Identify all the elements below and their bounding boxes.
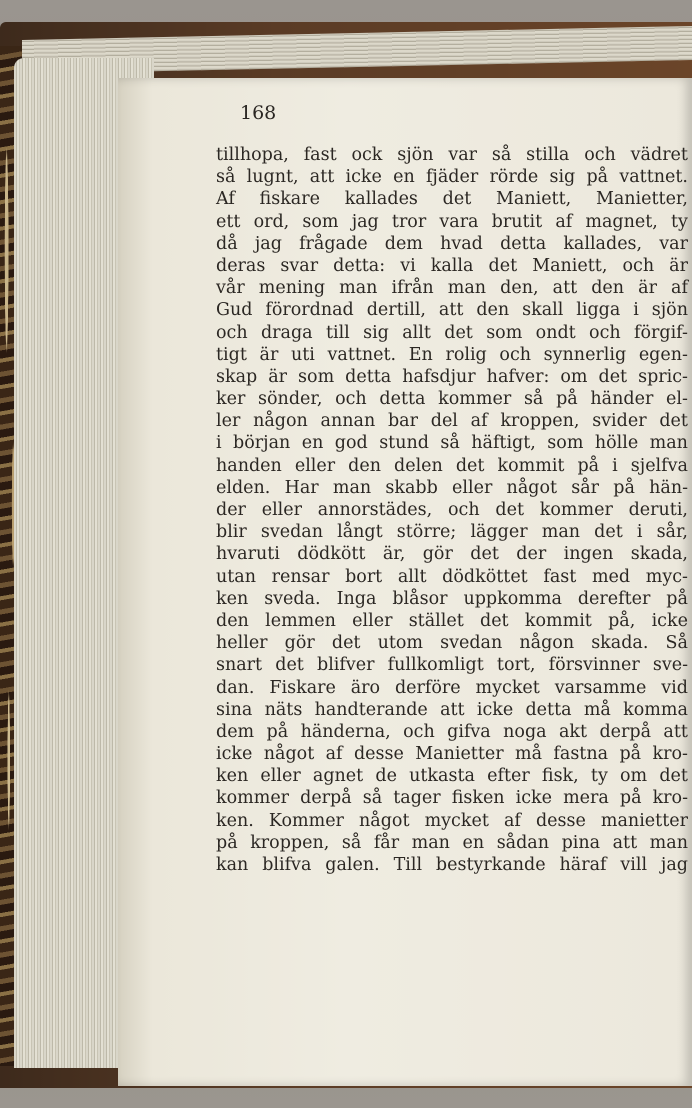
text-line: kommer derpå så tager fisken icke mera på kro-: [216, 788, 688, 809]
text-line: dan. Fiskare äro derföre mycket varsamme vid: [216, 677, 688, 698]
text-line: blir svedan långt större; lägger man det i sår,: [216, 522, 688, 543]
text-line: sina näts handterande att icke detta må komma: [216, 699, 688, 720]
page-number: 168: [240, 102, 277, 124]
text-line: snart det blifver fullkomligt tort, försvinner sve-: [216, 655, 688, 676]
text-line: heller gör det utom svedan någon skada. Så: [216, 633, 688, 654]
text-line: ker sönder, och detta kommer så på händer el-: [216, 389, 688, 410]
text-line: hvaruti dödkött är, gör det der ingen skada,: [216, 544, 688, 565]
text-line: ken. Kommer något mycket af desse manietter: [216, 810, 688, 831]
text-line: i början en god stund så häftigt, som hölle man: [216, 433, 688, 454]
text-line: dem på händerna, och gifva noga akt derpå att: [216, 721, 688, 742]
text-line: tillhopa, fast ock sjön var så stilla och vädret: [216, 145, 688, 165]
text-line: kan blifva galen. Till bestyrkande häraf vill jag: [216, 855, 688, 875]
text-line: elden. Har man skabb eller något sår på hän-: [216, 477, 688, 498]
text-line: handen eller den delen det kommit på i sjelfva: [216, 455, 688, 476]
text-line: och draga till sig allt det som ondt och förgif-: [216, 322, 688, 343]
text-line: på kroppen, så får man en sådan pina att man: [216, 832, 688, 853]
text-line: Gud förordnad dertill, att den skall ligga i sjön: [216, 300, 688, 321]
text-line: vår mening man ifrån man den, att den är af: [216, 278, 688, 299]
text-line: då jag frågade dem hvad detta kallades, var: [216, 233, 688, 254]
text-line: utan rensar bort allt dödköttet fast med myc-: [216, 566, 688, 587]
text-line: så lugnt, att icke en fjäder rörde sig på vattnet.: [216, 167, 688, 188]
text-line: icke något af desse Manietter må fastna på kro-: [216, 744, 688, 765]
text-line: deras svar detta: vi kalla det Maniett, och är: [216, 255, 688, 276]
text-line: der eller annorstädes, och det kommer deruti,: [216, 500, 688, 520]
text-line: tigt är uti vattnet. En rolig och synnerlig egen-: [216, 344, 688, 365]
text-line: Af fiskare kallades det Maniett, Manietter,: [216, 189, 688, 210]
text-line: ler någon annan bar del af kroppen, svider det: [216, 411, 688, 432]
text-line: ken sveda. Inga blåsor uppkomma derefter på: [216, 588, 688, 609]
text-line: ett ord, som jag tror vara brutit af magnet, ty: [216, 211, 688, 232]
page-text: [216, 144, 688, 876]
text-line: den lemmen eller stället det kommit på, icke: [216, 610, 688, 631]
text-line: ken eller agnet de utkasta efter fisk, ty om det: [216, 766, 688, 787]
text-line: skap är som detta hafsdjur hafver: om det spric-: [216, 366, 688, 387]
